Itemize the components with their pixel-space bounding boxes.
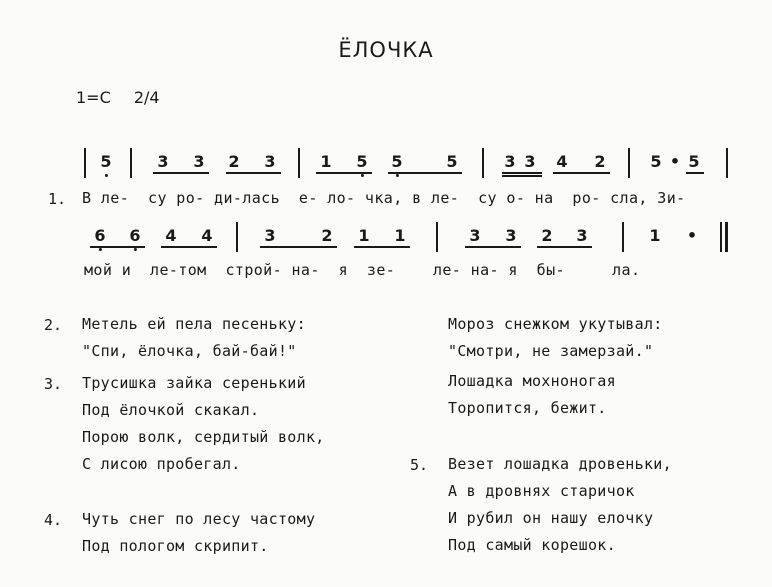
notation-line-1	[0, 152, 772, 192]
bar-line	[628, 148, 630, 178]
verse-line: Под пологом скрипит.	[82, 537, 269, 555]
note: 5	[100, 152, 112, 171]
note: 5	[688, 152, 700, 171]
tonic: 1=C	[76, 88, 111, 107]
beam	[553, 172, 610, 174]
verse-line: С лисою пробегал.	[82, 455, 241, 473]
note: 4	[165, 226, 177, 245]
note: 2	[541, 226, 553, 245]
beam	[537, 246, 592, 248]
dot-extension: •	[686, 226, 698, 245]
verse-line: Под самый корешок.	[448, 536, 616, 554]
verse-number: 1.	[48, 190, 67, 208]
verse-line: "Спи, ёлочка, бай-бай!"	[82, 342, 297, 360]
verse-line: А в дровнях старичок	[448, 482, 635, 500]
note: 1	[649, 226, 661, 245]
verse-line: Под ёлочкой скакал.	[82, 401, 260, 419]
lyric-line-1: В ле- су ро- ди-лась е- ло- чка, в ле- су о- на ро- сла, Зи-	[82, 189, 686, 207]
note: 5	[391, 152, 403, 171]
beam	[161, 246, 217, 248]
note: 2	[321, 226, 333, 245]
note: 3	[505, 226, 517, 245]
note: 5	[650, 152, 662, 171]
final-bar-line	[720, 222, 722, 252]
note: 5	[356, 152, 368, 171]
meter: 2/4	[133, 88, 160, 107]
beam	[260, 246, 337, 248]
bar-line	[436, 222, 438, 252]
notation-line-2	[0, 226, 772, 266]
note: 3	[193, 152, 205, 171]
verse-number: 3.	[44, 375, 63, 393]
beam	[90, 246, 145, 248]
beam	[354, 246, 410, 248]
note: 2	[228, 152, 240, 171]
beam	[226, 172, 281, 174]
verse-line: Лошадка мохноногая	[448, 372, 616, 390]
note: 4	[201, 226, 213, 245]
song-title: ЁЛОЧКА	[338, 38, 434, 62]
verse-number: 2.	[44, 316, 63, 334]
note: 3	[504, 152, 516, 171]
verse-line: Метель ей пела песеньку:	[82, 315, 306, 333]
note: 6	[129, 226, 141, 245]
verse-line: Везет лошадка дровеньки,	[448, 455, 672, 473]
note: 2	[594, 152, 606, 171]
dot-extension: •	[669, 152, 681, 171]
bar-line	[726, 148, 728, 178]
beam	[502, 172, 542, 174]
key-signature	[76, 88, 178, 107]
note: 1	[394, 226, 406, 245]
bar-line	[130, 148, 132, 178]
note: 3	[264, 226, 276, 245]
note: 5	[446, 152, 458, 171]
verse-number: 5.	[410, 456, 429, 474]
bar-line	[482, 148, 484, 178]
verse-line: Трусишка зайка серенький	[82, 374, 306, 392]
bar-line	[236, 222, 238, 252]
verse-line: И рубил он нашу елочку	[448, 509, 654, 527]
beam	[153, 172, 209, 174]
bar-line	[84, 148, 86, 178]
final-bar-line	[725, 222, 728, 252]
verse-line: Мороз снежком укутывал:	[448, 315, 663, 333]
note: 1	[358, 226, 370, 245]
bar-line	[298, 148, 300, 178]
lyric-line-2: мой и ле-том строй- на- я зе- ле- на- я бы- ла.	[84, 261, 641, 279]
verse-number: 4.	[44, 511, 63, 529]
verse-line: Порою волк, сердитый волк,	[82, 428, 325, 446]
note: 4	[556, 152, 568, 171]
beam	[388, 172, 462, 174]
note: 3	[469, 226, 481, 245]
note: 3	[576, 226, 588, 245]
verse-line: "Смотри, не замерзай."	[448, 342, 654, 360]
note: 1	[320, 152, 332, 171]
beam	[316, 172, 372, 174]
note: 3	[157, 152, 169, 171]
verse-line: Торопится, бежит.	[448, 399, 607, 417]
note: 3	[264, 152, 276, 171]
note: 3	[524, 152, 536, 171]
verse-line: Чуть снег по лесу частому	[82, 510, 316, 528]
beam	[502, 175, 542, 177]
beam	[465, 246, 521, 248]
bar-line	[622, 222, 624, 252]
beam	[686, 172, 704, 174]
note: 6	[94, 226, 106, 245]
